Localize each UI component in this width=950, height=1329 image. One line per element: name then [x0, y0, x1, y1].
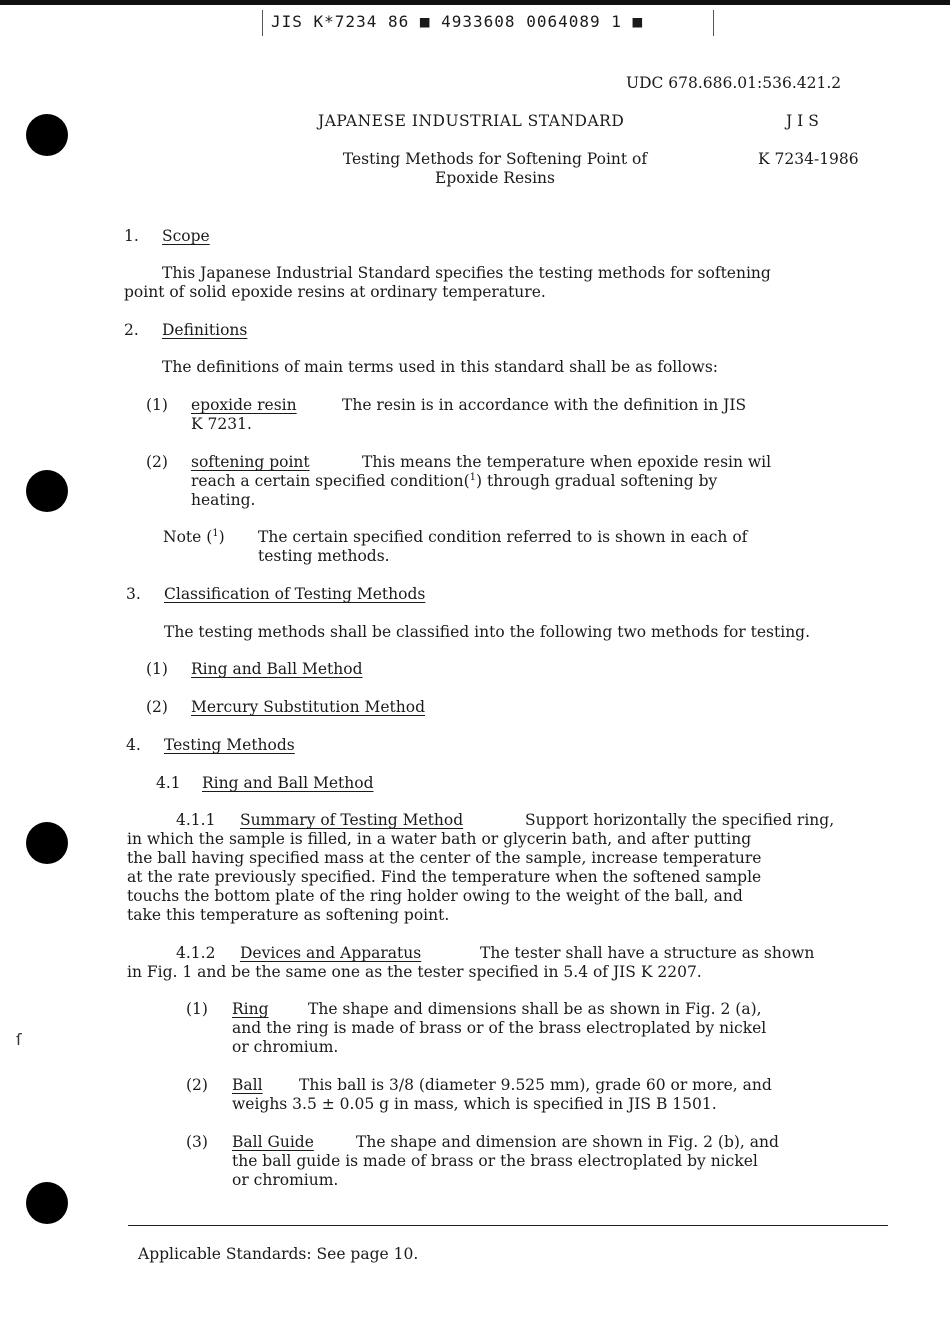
item-1-term: Ring: [232, 1000, 269, 1018]
clause-4-1-2-line-1: The tester shall have a structure as shown: [480, 944, 815, 962]
method-2-name: Mercury Substitution Method: [191, 698, 426, 716]
clause-4-1-1-title: Summary of Testing Method: [240, 811, 464, 829]
item-2-term: Ball: [232, 1076, 263, 1094]
clause-4-1-1-line: at the rate previously specified. Find the temperature when the softened sample: [127, 868, 762, 886]
definitions-intro: The definitions of main terms used in this standard shall be as follows:: [162, 358, 718, 376]
definition-2-line-2: reach a certain specified condition($^1$) through gradual softening by: [191, 471, 718, 490]
item-1-line-1: The shape and dimensions shall be as shown in Fig. 2 (a),: [308, 1000, 762, 1018]
doc-title: [300, 150, 690, 188]
item-3-line-3: or chromium.: [232, 1171, 339, 1189]
section-2-number: 2.: [124, 321, 139, 339]
note-label: Note ($^1$): [163, 527, 225, 546]
clause-4-1-2-title: Devices and Apparatus: [240, 944, 422, 962]
note-line-2: testing methods.: [258, 547, 390, 565]
item-2-line-2: weighs 3.5 ± 0.05 g in mass, which is specified in JIS B 1501.: [232, 1095, 717, 1113]
definition-1-line-1: The resin is in accordance with the definition in JIS: [342, 396, 747, 414]
scope-line-1: This Japanese Industrial Standard specifies the testing methods for softening: [162, 264, 771, 282]
subsection-4-1-number: 4.1: [156, 774, 181, 792]
punch-hole: [26, 822, 68, 864]
title-line-2: Epoxide Resins: [435, 169, 555, 187]
section-1-number: 1.: [124, 227, 139, 245]
scan-speck: ſ: [16, 1030, 22, 1049]
footnote-ref: 1: [469, 471, 477, 483]
clause-4-1-1-line: take this temperature as softening point.: [127, 906, 450, 924]
method-1-number: (1): [146, 660, 168, 678]
section-3-number: 3.: [126, 585, 141, 603]
standard-number: K 7234-1986: [758, 150, 859, 168]
item-1-line-3: or chromium.: [232, 1038, 339, 1056]
udc-code: UDC 678.686.01:536.421.2: [626, 74, 842, 92]
clause-4-1-1-number: 4.1.1: [176, 811, 216, 829]
definition-2-number: (2): [146, 453, 168, 471]
punch-hole: [26, 114, 68, 156]
footer-rule: [128, 1225, 888, 1226]
org-name: JAPANESE INDUSTRIAL STANDARD: [318, 112, 625, 130]
definition-1-number: (1): [146, 396, 168, 414]
applicable-standards: Applicable Standards: See page 10.: [138, 1245, 419, 1263]
section-4-title: Testing Methods: [164, 736, 295, 754]
clause-4-1-1-line: in which the sample is filled, in a water bath or glycerin bath, and after putting: [127, 830, 752, 848]
section-1-title: Scope: [162, 227, 210, 245]
item-3-term: Ball Guide: [232, 1133, 314, 1151]
clause-4-1-2-number: 4.1.2: [176, 944, 216, 962]
clause-4-1-1-line: touchs the bottom plate of the ring holder owing to the weight of the ball, and: [127, 887, 743, 905]
item-2-number: (2): [186, 1076, 208, 1094]
definition-2-term: softening point: [191, 453, 310, 471]
item-1-number: (1): [186, 1000, 208, 1018]
section-2-title: Definitions: [162, 321, 248, 339]
definition-2-line-1: This means the temperature when epoxide resin wil: [362, 453, 772, 471]
item-1-line-2: and the ring is made of brass or of the brass electroplated by nickel: [232, 1019, 767, 1037]
clause-4-1-2-line-2: in Fig. 1 and be the same one as the tester specified in 5.4 of JIS K 2207.: [127, 963, 702, 981]
scan-header: JIS K*7234 86 ■ 4933608 0064089 1 ■: [262, 10, 714, 36]
subsection-4-1-title: Ring and Ball Method: [202, 774, 374, 792]
section-4-number: 4.: [126, 736, 141, 754]
scope-line-2: point of solid epoxide resins at ordinary temperature.: [124, 283, 546, 301]
punch-hole: [26, 1182, 68, 1224]
section-3-title: Classification of Testing Methods: [164, 585, 426, 603]
definition-1-term: epoxide resin: [191, 396, 297, 414]
note-line-1: The certain specified condition referred to is shown in each of: [258, 528, 748, 546]
scan-top-bar: [0, 0, 950, 5]
classification-intro: The testing methods shall be classified into the following two methods for testing.: [164, 623, 811, 641]
punch-hole: [26, 470, 68, 512]
item-3-number: (3): [186, 1133, 208, 1151]
method-1-name: Ring and Ball Method: [191, 660, 363, 678]
method-2-number: (2): [146, 698, 168, 716]
clause-4-1-1-line: the ball having specified mass at the center of the sample, increase temperature: [127, 849, 762, 867]
definition-2-line-3: heating.: [191, 491, 256, 509]
clause-4-1-1-line: Support horizontally the specified ring,: [525, 811, 835, 829]
definition-1-line-2: K 7231.: [191, 415, 252, 433]
item-3-line-2: the ball guide is made of brass or the brass electroplated by nickel: [232, 1152, 758, 1170]
jis-label: J I S: [786, 112, 819, 130]
item-2-line-1: This ball is 3/8 (diameter 9.525 mm), grade 60 or more, and: [299, 1076, 772, 1094]
title-line-1: Testing Methods for Softening Point of: [342, 150, 648, 168]
item-3-line-1: The shape and dimension are shown in Fig. 2 (b), and: [356, 1133, 779, 1151]
